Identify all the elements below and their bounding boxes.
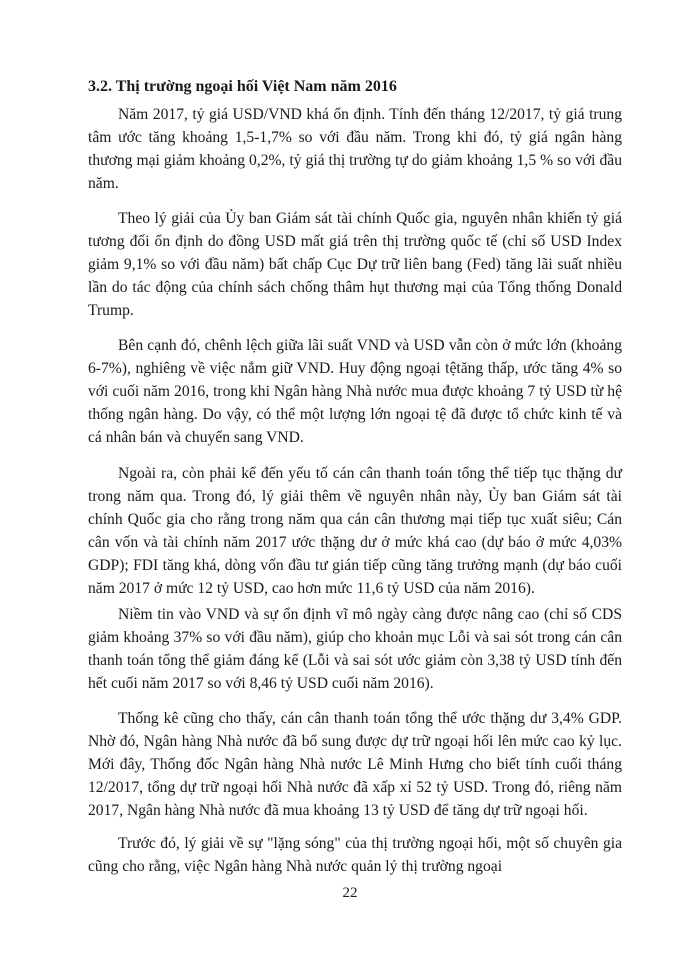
paragraph-expert-opinion: Trước đó, lý giải về sự "lặng sóng" của thị trường ngoại hối, một số chuyên gia cũng cho rằng, việc Ngân hàng Nhà nước quản lý thị trường ngoại xyxy=(88,835,622,875)
paragraph-exchange-rate-2017: Năm 2017, tỷ giá USD/VND khá ổn định. Tính đến tháng 12/2017, tỷ giá trung tâm ước tăng khoảng 1,5-1,7% so với đầu năm. Trong khi đó, tỷ giá ngân hàng thương mại giảm khoảng 0,2%, tỷ giá thị trường tự do giảm khoảng 1,5 % so với đầu năm. xyxy=(88,106,622,192)
paragraph-interest-rate-gap: Bên cạnh đó, chênh lệch giữa lãi suất VND và USD vẫn còn ở mức lớn (khoảng 6-7%), nghiêng về việc nắm giữ VND. Huy động ngoại tệtăng thấp, ước tăng 4% so với cuối năm 2016, trong khi Ngân hàng Nhà nước mua được khoảng 7 tỷ USD từ hệ thống ngân hàng. Do vậy, có thể một lượng lớn ngoại tệ đã được tổ chức kinh tế và cá nhân bán và chuyển sang VND. xyxy=(88,337,622,446)
paragraph-balance-of-payments: Ngoài ra, còn phải kể đến yếu tố cán cân thanh toán tổng thể tiếp tục thặng dư trong năm qua. Trong đó, lý giải thêm về nguyên nhân này, Ủy ban Giám sát tài chính Quốc gia cho rằng trong năm qua cán cân thương mại tiếp tục xuất siêu; Cán cân vốn và tài chính năm 2017 ước thặng dư ở mức khá cao (dự báo ở mức 4,03% GDP); FDI tăng khá, dòng vốn đầu tư gián tiếp cũng tăng trưởng mạnh (dự báo cuối năm 2017 ở mức 12 tỷ USD, cao hơn mức 11,6 tỷ USD của năm 2016). xyxy=(88,465,622,597)
page-number: 22 xyxy=(342,885,358,901)
section-heading: 3.2. Thị trường ngoại hối Việt Nam năm 2016 xyxy=(88,78,397,95)
paragraph-committee-explanation: Theo lý giải của Ủy ban Giám sát tài chính Quốc gia, nguyên nhân khiến tỷ giá tương đối ổn định do đồng USD mất giá trên thị trường quốc tế (chỉ số USD Index giảm 9,1% so với đầu năm) bất chấp Cục Dự trữ liên bang (Fed) tăng lãi suất nhiều lần do tác động của chính sách chống thâm hụt thương mại của Tổng thống Donald Trump. xyxy=(88,210,622,319)
paragraph-reserves: Thống kê cũng cho thấy, cán cân thanh toán tổng thể ước thặng dư 3,4% GDP. Nhờ đó, Ngân hàng Nhà nước đã bổ sung được dự trữ ngoại hối lên mức cao kỷ lục. Mới đây, Thống đốc Ngân hàng Nhà nước Lê Minh Hưng cho biết tính cuối tháng 12/2017, tổng dự trữ ngoại hối Nhà nước đã xấp xỉ 52 tỷ USD. Trong đó, riêng năm 2017, Ngân hàng Nhà nước đã mua khoảng 13 tỷ USD để tăng dự trữ ngoại hối. xyxy=(88,710,622,819)
paragraph-vnd-confidence: Niềm tin vào VND và sự ổn định vĩ mô ngày càng được nâng cao (chỉ số CDS giảm khoảng 37% so với đầu năm), giúp cho khoản mục Lỗi và sai sót trong cán cân thanh toán tổng thể giảm đáng kể (Lỗi và sai sót ước giảm còn 3,38 tỷ USD tính đến hết cuối năm 2017 so với 8,46 tỷ USD cuối năm 2016). xyxy=(88,606,622,692)
